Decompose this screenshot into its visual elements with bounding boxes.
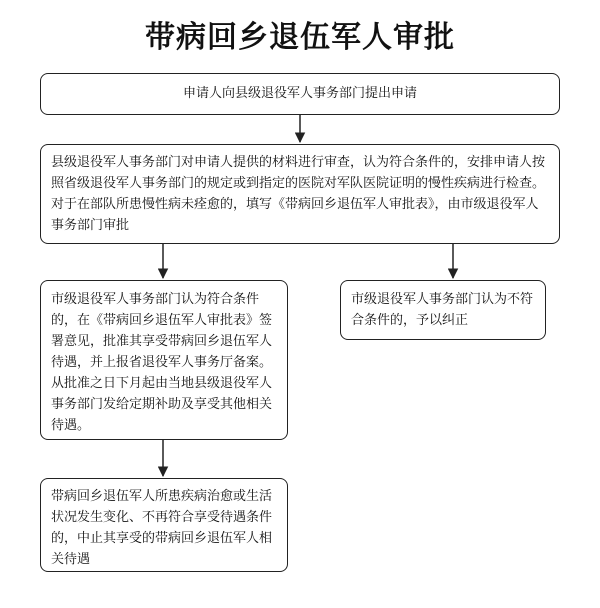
step-rejected: 市级退役军人事务部门认为不符合条件的，予以纠正 <box>340 280 546 340</box>
step-terminate: 带病回乡退伍军人所患疾病治愈或生活状况发生变化、不再符合享受待遇条件的，中止其享受的带病回乡退伍军人相关待遇 <box>40 478 288 572</box>
page-title: 带病回乡退伍军人审批 <box>145 20 455 55</box>
step-apply: 申请人向县级退役军人事务部门提出申请 <box>40 73 560 115</box>
step-approved: 市级退役军人事务部门认为符合条件的，在《带病回乡退伍军人审批表》签署意见，批准其享受带病回乡退伍军人待遇，并上报省退役军人事务厅备案。从批准之日下月起由当地县级退役军人事务部门发给定期补助及享受其他相关待遇。 <box>40 280 288 440</box>
step-county-review: 县级退役军人事务部门对申请人提供的材料进行审查，认为符合条件的，安排申请人按照省级退役军人事务部门的规定或到指定的医院对军队医院证明的慢性疾病进行检查。对于在部队所患慢性病未痊愈的，填写《带病回乡退伍军人审批表》，由市级退役军人事务部门审批 <box>40 144 560 244</box>
